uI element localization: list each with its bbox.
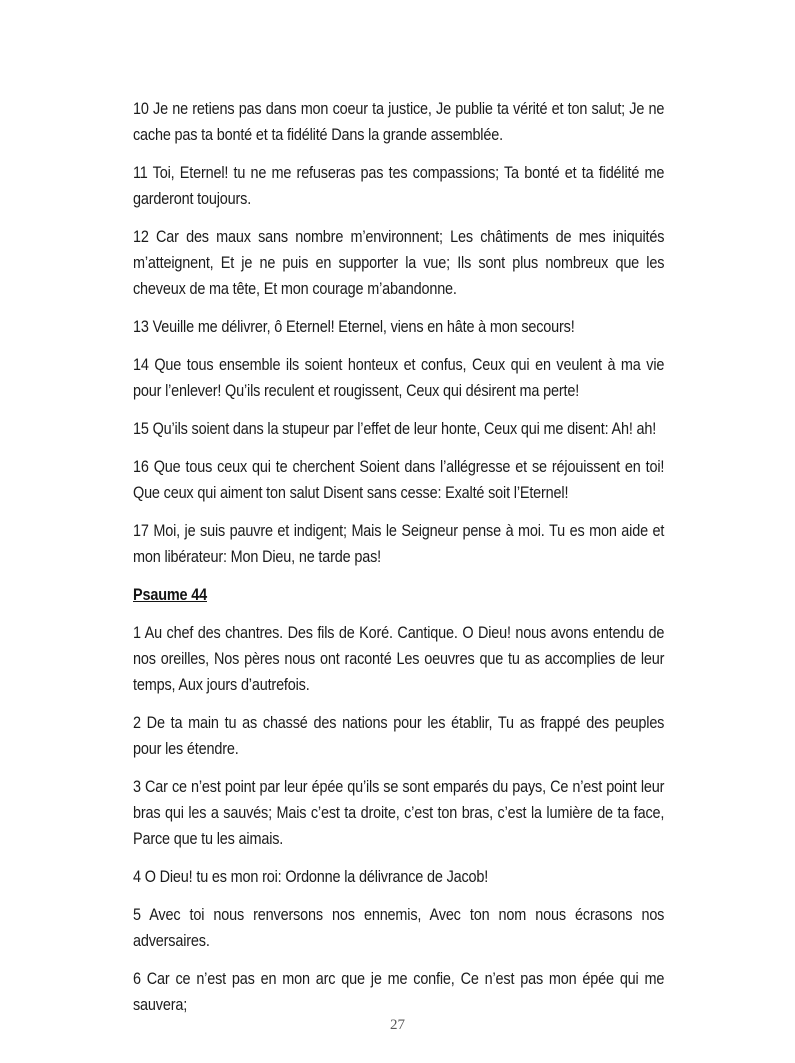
verse-paragraph: 16 Que tous ceux qui te cherchent Soient dans l’allégresse et se réjouissent en toi! Que ceux qui aiment ton salut Disent sans cesse: Exalté soit l’Eternel! bbox=[133, 457, 665, 502]
verse-paragraph: 4 O Dieu! tu es mon roi: Ordonne la délivrance de Jacob! bbox=[133, 867, 489, 886]
verse-paragraph: 5 Avec toi nous renversons nos ennemis, Avec ton nom nous écrasons nos adversaires. bbox=[133, 905, 665, 950]
page-footer bbox=[0, 1016, 795, 1034]
verse-paragraph: 10 Je ne retiens pas dans mon coeur ta justice, Je publie ta vérité et ton salut; Je ne cache pas ta bonté et ta fidélité Dans la grande assemblée. bbox=[133, 99, 665, 144]
verse-paragraph: 3 Car ce n’est point par leur épée qu’ils se sont emparés du pays, Ce n’est point leur bras qui les a sauvés; Mais c’est ta droite, c’est ton bras, c’est la lumière de ta face, Parce que tu les aimais. bbox=[133, 777, 665, 848]
verse-paragraph: 6 Car ce n’est pas en mon arc que je me confie, Ce n’est pas mon épée qui me sauvera; bbox=[133, 969, 665, 1014]
verse-paragraph: 11 Toi, Eternel! tu ne me refuseras pas tes compassions; Ta bonté et ta fidélité me garderont toujours. bbox=[133, 163, 665, 208]
scripture-content bbox=[133, 96, 664, 1030]
page-number: 27 bbox=[390, 1017, 405, 1033]
verse-paragraph: 12 Car des maux sans nombre m’environnent; Les châtiments de mes iniquités m’atteignent, Et je ne puis en supporter la vue; Ils sont plus nombreux que les cheveux de ma tête, Et mon courage m’abandonne. bbox=[133, 227, 665, 298]
verse-paragraph: 13 Veuille me délivrer, ô Eternel! Eternel, viens en hâte à mon secours! bbox=[133, 317, 575, 336]
psalm-44-heading: Psaume 44 bbox=[133, 585, 207, 604]
verse-paragraph: 14 Que tous ensemble ils soient honteux et confus, Ceux qui en veulent à ma vie pour l’enlever! Qu’ils reculent et rougissent, Ceux qui désirent ma perte! bbox=[133, 355, 665, 400]
verse-paragraph: 2 De ta main tu as chassé des nations pour les établir, Tu as frappé des peuples pour les étendre. bbox=[133, 713, 665, 758]
verse-paragraph: 17 Moi, je suis pauvre et indigent; Mais le Seigneur pense à moi. Tu es mon aide et mon libérateur: Mon Dieu, ne tarde pas! bbox=[133, 521, 665, 566]
verse-paragraph: 15 Qu’ils soient dans la stupeur par l’effet de leur honte, Ceux qui me disent: Ah! ah! bbox=[133, 419, 657, 438]
verse-paragraph: 1 Au chef des chantres. Des fils de Koré. Cantique. O Dieu! nous avons entendu de nos oreilles, Nos pères nous ont raconté Les oeuvres que tu as accomplies de leur temps, Aux jours d’autrefois. bbox=[133, 623, 665, 694]
